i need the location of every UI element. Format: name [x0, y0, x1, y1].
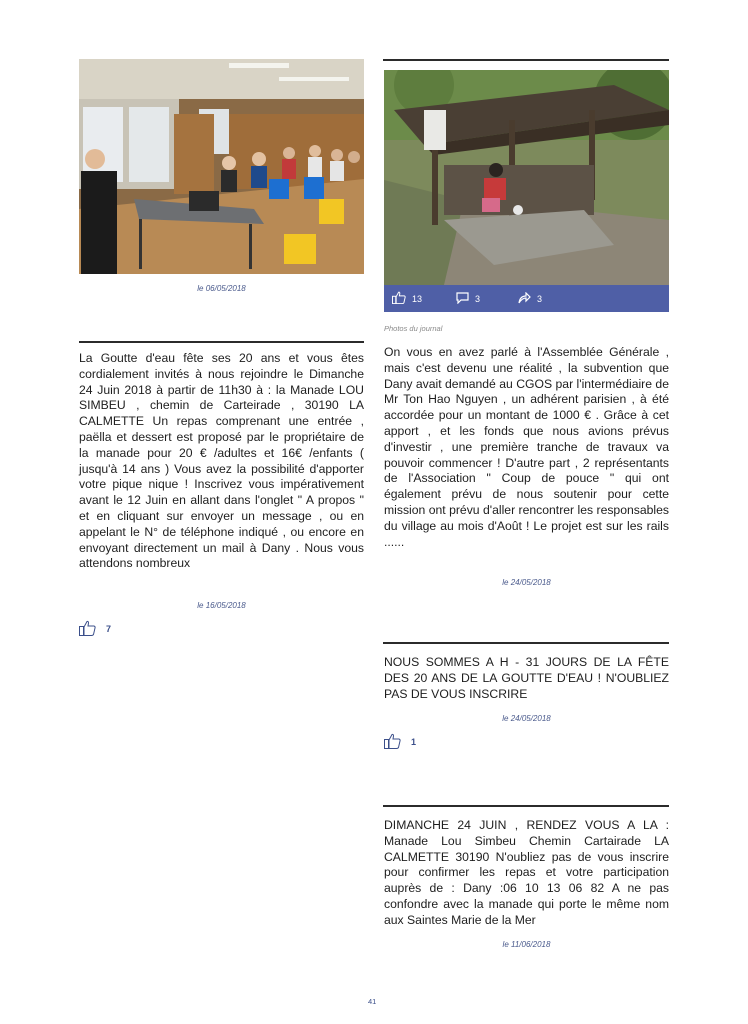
post-date: le 24/05/2018: [502, 714, 551, 723]
page-number: 41: [368, 997, 377, 1006]
likes-stat[interactable]: [392, 291, 456, 306]
photo-date: le 06/05/2018: [197, 284, 246, 293]
like-counter[interactable]: [384, 733, 416, 751]
thumbs-up-icon: [79, 620, 96, 638]
post-divider: [383, 642, 669, 644]
comment-icon: [456, 292, 469, 306]
photo-stats-bar: [384, 285, 669, 312]
like-counter[interactable]: [79, 620, 111, 638]
like-count: 7: [106, 624, 112, 634]
like-count: 1: [411, 737, 417, 747]
comments-stat[interactable]: [456, 292, 518, 306]
meeting-photo: [79, 59, 364, 274]
shares-stat[interactable]: [518, 292, 542, 306]
thumbs-up-icon: [392, 291, 406, 306]
post-date: le 11/06/2018: [502, 940, 551, 949]
post-divider: [79, 341, 364, 343]
post-text: DIMANCHE 24 JUIN , RENDEZ VOUS A LA : Manade Lou Simbeu Chemin Cartairade LA CALMETTE 30190 N'oubliez pas de vous inscrire pour confirmer les repas et votre participation auprès de : Dany :06 10 13 06 82 A ne pas confondre avec la manade qui porte le même nom aux Saintes Marie de la Mer: [384, 818, 669, 927]
top-divider: [383, 59, 669, 61]
likes-count: 13: [412, 293, 423, 304]
post-divider: [383, 805, 669, 807]
village-photo: [384, 70, 669, 285]
post-date: le 16/05/2018: [197, 601, 246, 610]
post-text: La Goutte d'eau fête ses 20 ans et vous êtes cordialement invités à nous rejoindre le Dimanche 24 Juin 2018 à partir de 11h30 à : la Manade LOU SIMBEU , chemin de Carteirade , 30190 LA CALMETTE Un repas comprenant une entrée , paëlla et dessert est proposé par le propriétaire de la manade pour 20 € /adultes et 16€ /enfants ( jusqu'à 14 ans ) Vous avez la possibilité d'apporter votre pique nique ! Inscrivez vous impérativement avant le 12 Juin en allant dans l'onglet " A propos " et en cliquant sur envoyer un message , ou en appelant le N° de téléphone indiqué , ou encore en envoyant directement un mail à Dany . Nous vous attendons nombreux: [79, 351, 364, 571]
share-icon: [518, 292, 531, 306]
thumbs-up-icon: [384, 733, 401, 751]
shares-count: 3: [537, 293, 543, 304]
photo-caption: Photos du journal: [384, 324, 443, 333]
post-date: le 24/05/2018: [502, 578, 551, 587]
post-text: NOUS SOMMES A H - 31 JOURS DE LA FÊTE DES 20 ANS DE LA GOUTTE D'EAU ! N'OUBLIEZ PAS DE VOUS INSCRIRE: [384, 655, 669, 701]
comments-count: 3: [475, 293, 481, 304]
post-text: On vous en avez parlé à l'Assemblée Générale , mais c'est devenu une réalité , la subvention que Dany avait demandé au CGOS par l'intermédiaire de Mr Ton Hao Nguyen , un adhérent parisien , à été accordée pour un montant de 1000 € . Grâce à cet apport , et les fonds que nous avions prévus d'investir , une première tranche de travaux va pouvoir commencer ! D'autre part , 2 représentants de l'Association " Coup de pouce " qui ont également prévu de nous soutenir pour cette mission ont prévu d'aller rencontrer les responsables du village au mois d'Août ! Le projet est sur les rails ......: [384, 345, 669, 549]
